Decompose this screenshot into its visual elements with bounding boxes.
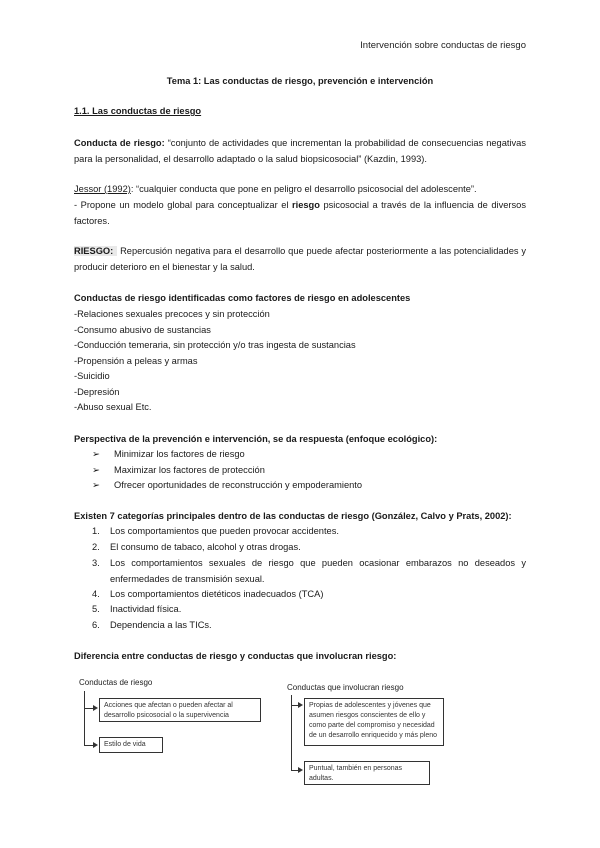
definition-paragraph bbox=[74, 135, 526, 167]
list-item: 1. Los comportamientos que pueden provocar accidentes. bbox=[92, 526, 339, 536]
riesgo-text: Repercusión negativa para el desarrollo que puede afectar posteriormente a las potencialidades y producir deterioro en el bienestar y la salud. bbox=[74, 246, 526, 272]
definition-text: “conjunto de actividades que incrementan la probabilidad de consecuencias negativas para la personalidad, el desarrollo adaptado o la salud biopsicosocial” (Kazdin, 1993). bbox=[74, 138, 526, 164]
list-item: -Depresión bbox=[74, 387, 120, 397]
jessor-paragraph bbox=[74, 181, 526, 229]
categories-heading: Existen 7 categorías principales dentro de las conductas de riesgo (González, Calvo y Prats, 2002): bbox=[74, 511, 512, 521]
perspective-heading: Perspectiva de la prevención e intervención, se da respuesta (enfoque ecológico): bbox=[74, 434, 438, 444]
list-item: 5. Inactividad física. bbox=[92, 604, 182, 614]
arrow-bullet-icon: ➢ bbox=[92, 480, 100, 490]
jessor-riesgo-bold: riesgo bbox=[292, 200, 320, 210]
left-box-2: Estilo de vida bbox=[99, 737, 163, 753]
arrow-bullet-icon: ➢ bbox=[92, 449, 100, 459]
left-connector bbox=[84, 691, 85, 745]
jessor-line2c: psicosocial a través de la influencia de diversos factores. bbox=[74, 200, 526, 226]
list-item: 2. El consumo de tabaco, alcohol y otras drogas. bbox=[92, 542, 301, 552]
list-item: -Consumo abusivo de sustancias bbox=[74, 325, 211, 335]
left-branch-1 bbox=[84, 708, 93, 709]
arrow-right-icon bbox=[93, 742, 98, 748]
left-box-1: Acciones que afectan o pueden afectar al desarrollo psicosocial o la supervivencia bbox=[99, 698, 261, 722]
list-item: -Abuso sexual Etc. bbox=[74, 402, 152, 412]
right-diagram-title: Conductas que involucran riesgo bbox=[287, 683, 404, 692]
list-item: -Propensión a peleas y armas bbox=[74, 356, 198, 366]
definition-label: Conducta de riesgo: bbox=[74, 138, 165, 148]
jessor-line2a: - Propone un modelo global para conceptualizar el bbox=[74, 200, 292, 210]
left-diagram-title: Conductas de riesgo bbox=[79, 678, 153, 687]
right-connector bbox=[291, 695, 292, 770]
list-item: -Relaciones sexuales precoces y sin protección bbox=[74, 309, 270, 319]
page-title: Tema 1: Las conductas de riesgo, prevención e intervención bbox=[166, 76, 434, 86]
arrow-bullet-icon: ➢ bbox=[92, 465, 100, 475]
list-item: -Suicidio bbox=[74, 371, 110, 381]
list-item: -Conducción temeraria, sin protección y/o tras ingesta de sustancias bbox=[74, 340, 356, 350]
list-item: ➢ Maximizar los factores de protección bbox=[92, 462, 265, 478]
jessor-author: Jessor (1992) bbox=[74, 184, 131, 194]
list-item: 3. Los comportamientos sexuales de riesgo que pueden ocasionar embarazos no deseados y enfermedades de transmisión sexual. bbox=[92, 558, 526, 584]
left-branch-2 bbox=[84, 745, 93, 746]
arrow-right-icon bbox=[298, 767, 303, 773]
jessor-quote: : “cualquier conducta que pone en peligro el desarrollo psicosocial del adolescente”. bbox=[130, 184, 477, 194]
right-box-1: Propias de adolescentes y jóvenes que asumen riesgos conscientes de ello y como parte del compromiso y necesidad de un desarrollo enriquecido y más pleno bbox=[304, 698, 444, 746]
list-item: 4. Los comportamientos dietéticos inadecuados (TCA) bbox=[92, 589, 324, 599]
list-item: 6. Dependencia a las TICs. bbox=[92, 620, 212, 630]
right-box-2: Puntual, también en personas adultas. bbox=[304, 761, 430, 785]
list-item: ➢ Ofrecer oportunidades de reconstrucción y empoderamiento bbox=[92, 477, 362, 493]
arrow-right-icon bbox=[93, 705, 98, 711]
difference-heading: Diferencia entre conductas de riesgo y conductas que involucran riesgo: bbox=[74, 651, 397, 661]
arrow-right-icon bbox=[298, 702, 303, 708]
riesgo-paragraph bbox=[74, 243, 526, 275]
identified-heading: Conductas de riesgo identificadas como factores de riesgo en adolescentes bbox=[74, 293, 411, 303]
right-branch-1 bbox=[291, 705, 298, 706]
section-heading: 1.1. Las conductas de riesgo bbox=[74, 106, 202, 116]
running-header: Intervención sobre conductas de riesgo bbox=[360, 40, 526, 51]
riesgo-label: RIESGO: bbox=[74, 246, 117, 256]
right-branch-2 bbox=[291, 770, 298, 771]
list-item: ➢ Minimizar los factores de riesgo bbox=[92, 446, 245, 462]
